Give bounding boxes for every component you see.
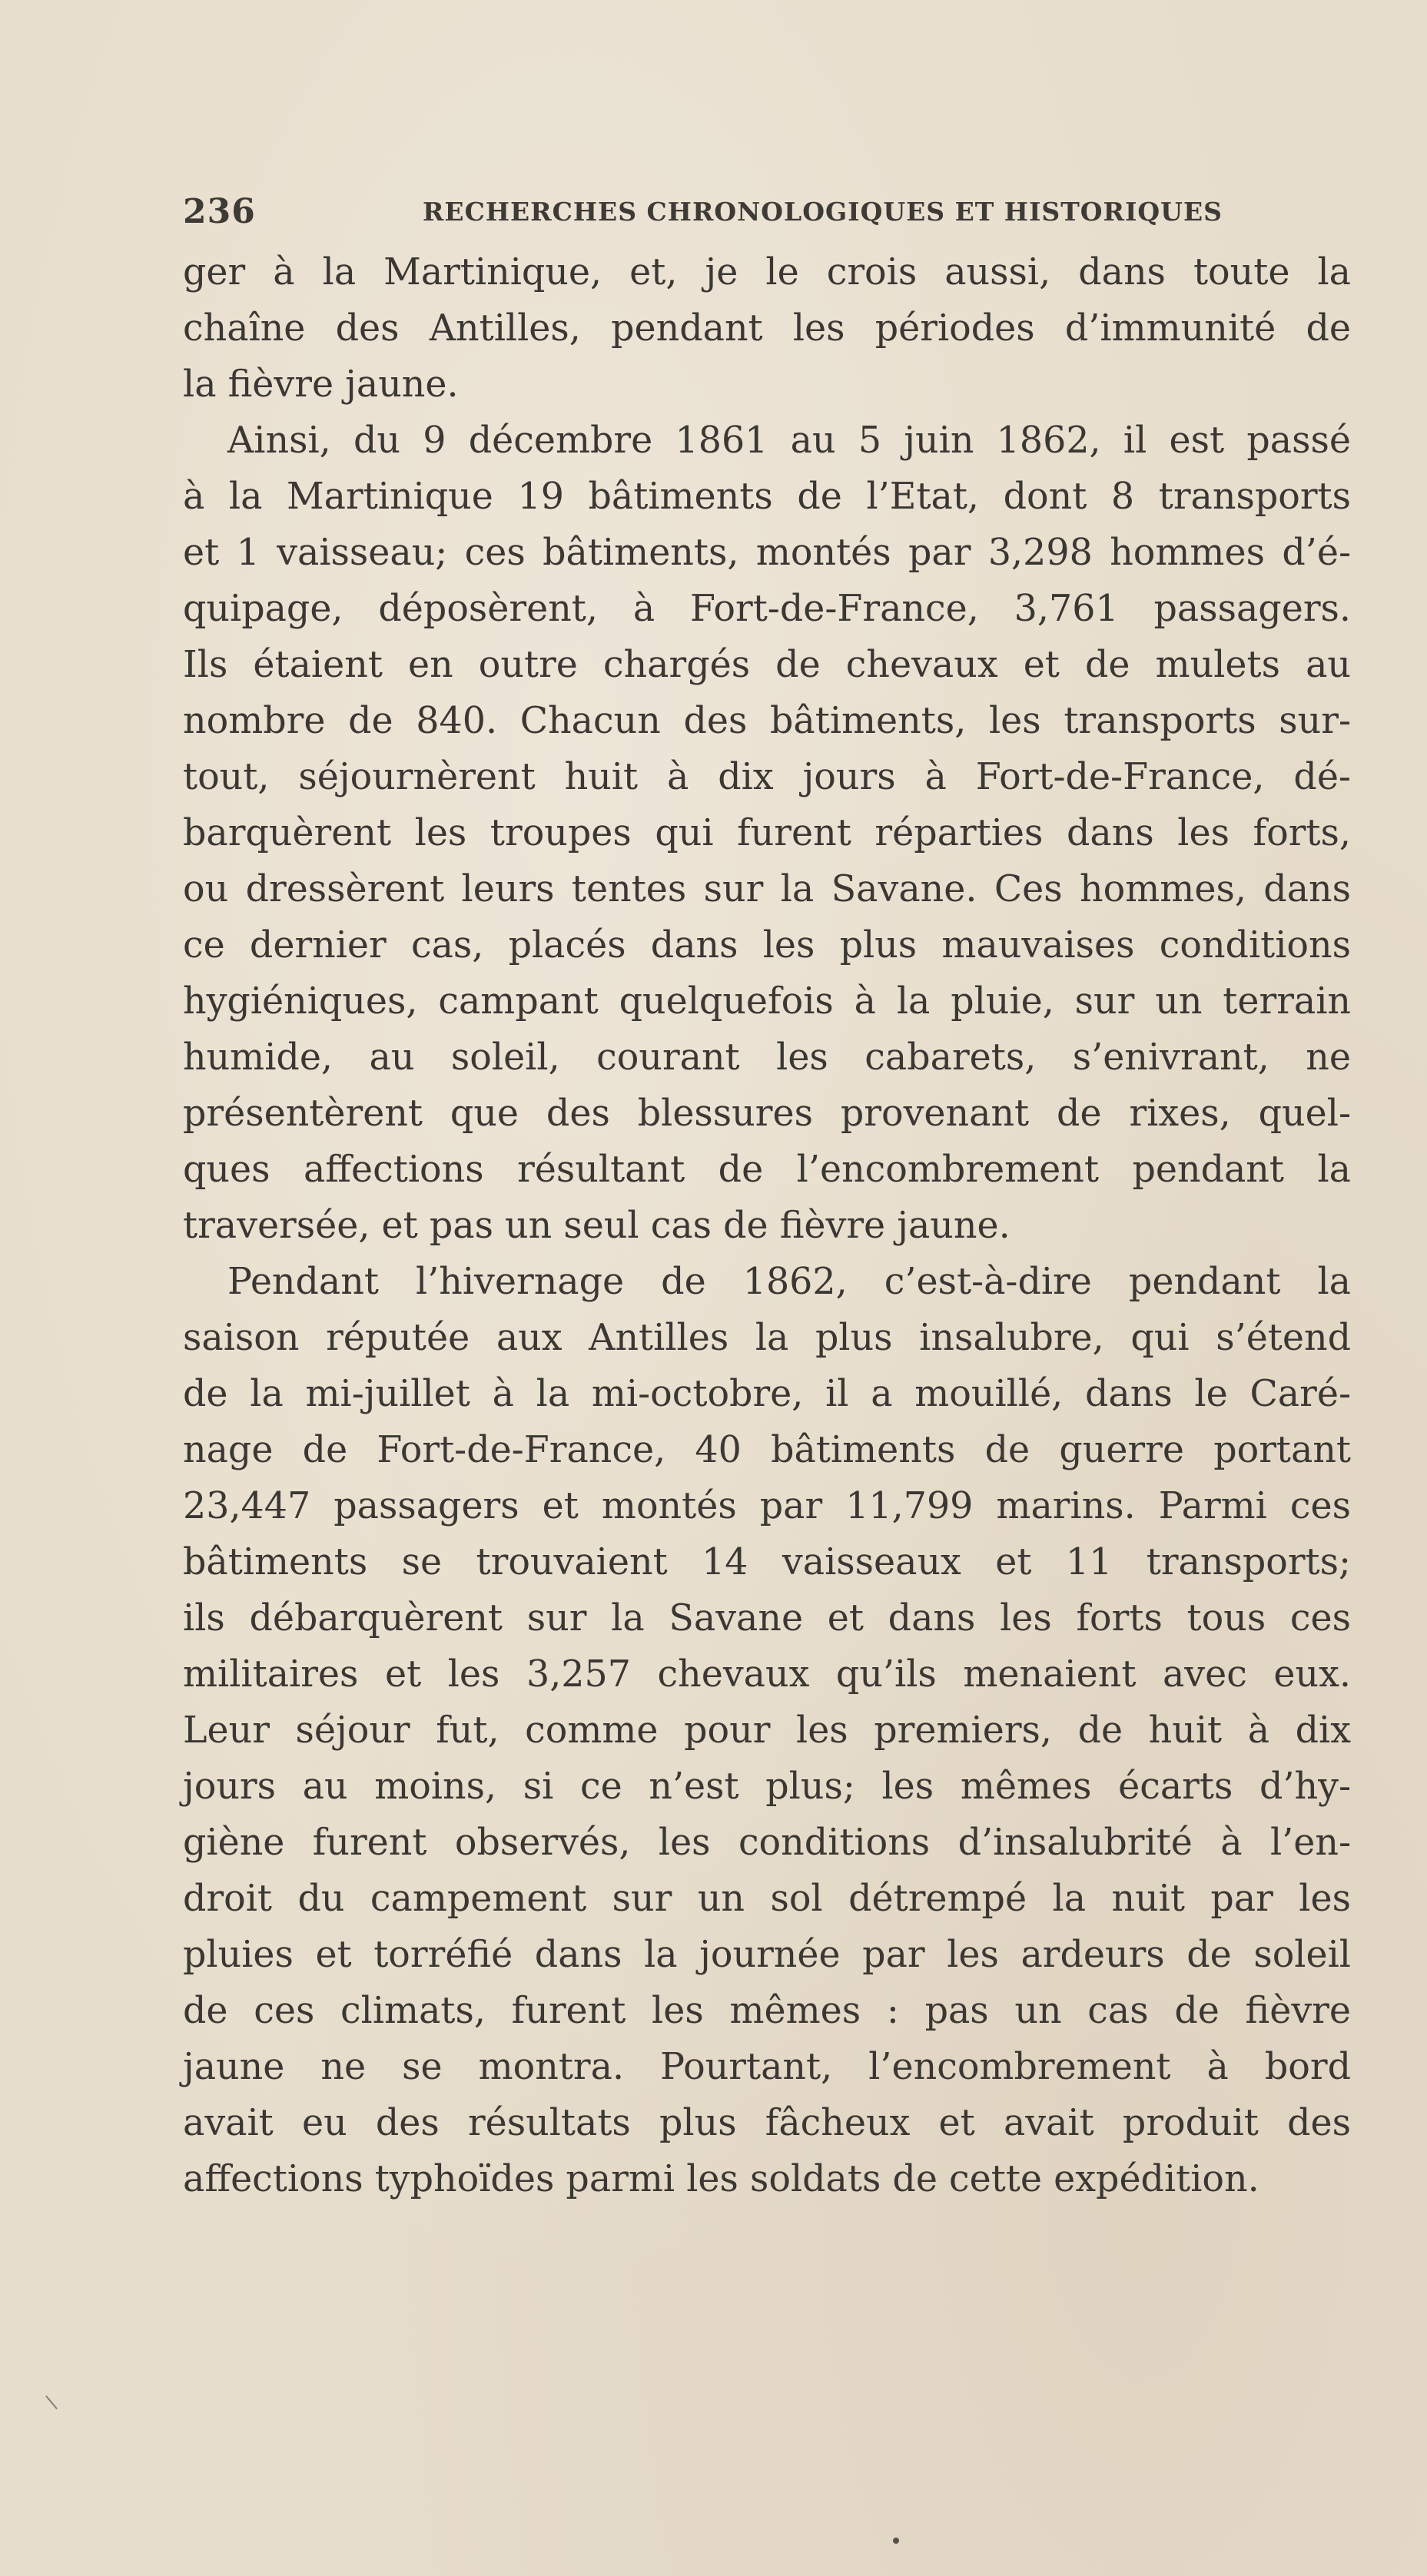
text-line: Ils étaient en outre chargés de chevaux et de mulets au [183,644,1351,686]
body-text [183,244,1351,2207]
text-line: nage de Fort-de-France, 40 bâtiments de guerre portant [183,1429,1351,1471]
text-line: et 1 vaisseau; ces bâtiments, montés par 3,298 hommes d’é- [183,532,1351,574]
text-line: militaires et les 3,257 chevaux qu’ils menaient avec eux. [183,1653,1351,1696]
text-line: présentèrent que des blessures provenant de rixes, quel- [183,1092,1351,1135]
text-line: ques affections résultant de l’encombrement pendant la [183,1149,1351,1191]
text-line: Leur séjour fut, comme pour les premiers, de huit à dix [183,1709,1351,1752]
paragraph-start-line: Pendant l’hivernage de 1862, c’est-à-dire pendant la [227,1261,1351,1303]
text-line: de ces climats, furent les mêmes : pas un cas de fièvre [183,1990,1351,2032]
page-header [183,192,1259,230]
text-line: pluies et torréfié dans la journée par les ardeurs de soleil [183,1934,1351,1976]
text-line: droit du campement sur un sol détrempé la nuit par les [183,1878,1351,1920]
text-line: affections typhoïdes parmi les soldats de cette expédition. [183,2158,1259,2200]
text-line: jours au moins, si ce n’est plus; les mêmes écarts d’hy- [183,1765,1351,1808]
text-line: giène furent observés, les conditions d’insalubrité à l’en- [183,1822,1351,1864]
text-line: ils débarquèrent sur la Savane et dans les forts tous ces [183,1597,1351,1639]
text-line: hygiéniques, campant quelquefois à la pluie, sur un terrain [183,980,1351,1023]
text-line: saison réputée aux Antilles la plus insalubre, qui s’étend [183,1317,1351,1359]
text-line: quipage, déposèrent, à Fort-de-France, 3,761 passagers. [183,588,1351,630]
ink-dot-mark [893,2538,899,2544]
text-line: de la mi-juillet à la mi-octobre, il a mouillé, dans le Caré- [183,1373,1351,1415]
text-line: ger à la Martinique, et, je le crois aussi, dans toute la [183,251,1351,293]
text-line: chaîne des Antilles, pendant les périodes d’immunité de [183,307,1351,350]
paragraph-start-line: Ainsi, du 9 décembre 1861 au 5 juin 1862, il est passé [227,419,1351,462]
text-line: la fièvre jaune. [183,363,459,406]
text-line: avait eu des résultats plus fâcheux et avait produit des [183,2102,1351,2144]
stray-ink-mark [45,2395,58,2409]
text-line: ce dernier cas, placés dans les plus mauvaises conditions [183,924,1351,966]
text-line: jaune ne se montra. Pourtant, l’encombrement à bord [183,2046,1351,2088]
text-line: tout, séjournèrent huit à dix jours à Fort-de-France, dé- [183,756,1351,798]
text-line: nombre de 840. Chacun des bâtiments, les transports sur- [183,700,1351,742]
text-line: barquèrent les troupes qui furent réparties dans les forts, [183,812,1351,854]
text-line: 23,447 passagers et montés par 11,799 marins. Parmi ces [183,1485,1351,1527]
running-title: RECHERCHES CHRONOLOGIQUES ET HISTORIQUES [423,197,1223,227]
text-line: ou dressèrent leurs tentes sur la Savane. Ces hommes, dans [183,868,1351,910]
page-number: 236 [183,192,256,231]
text-line: bâtiments se trouvaient 14 vaisseaux et 11 transports; [183,1541,1351,1583]
text-line: humide, au soleil, courant les cabarets, s’enivrant, ne [183,1036,1351,1079]
text-line: traversée, et pas un seul cas de fièvre jaune. [183,1205,1011,1247]
text-line: à la Martinique 19 bâtiments de l’Etat, dont 8 transports [183,476,1351,518]
